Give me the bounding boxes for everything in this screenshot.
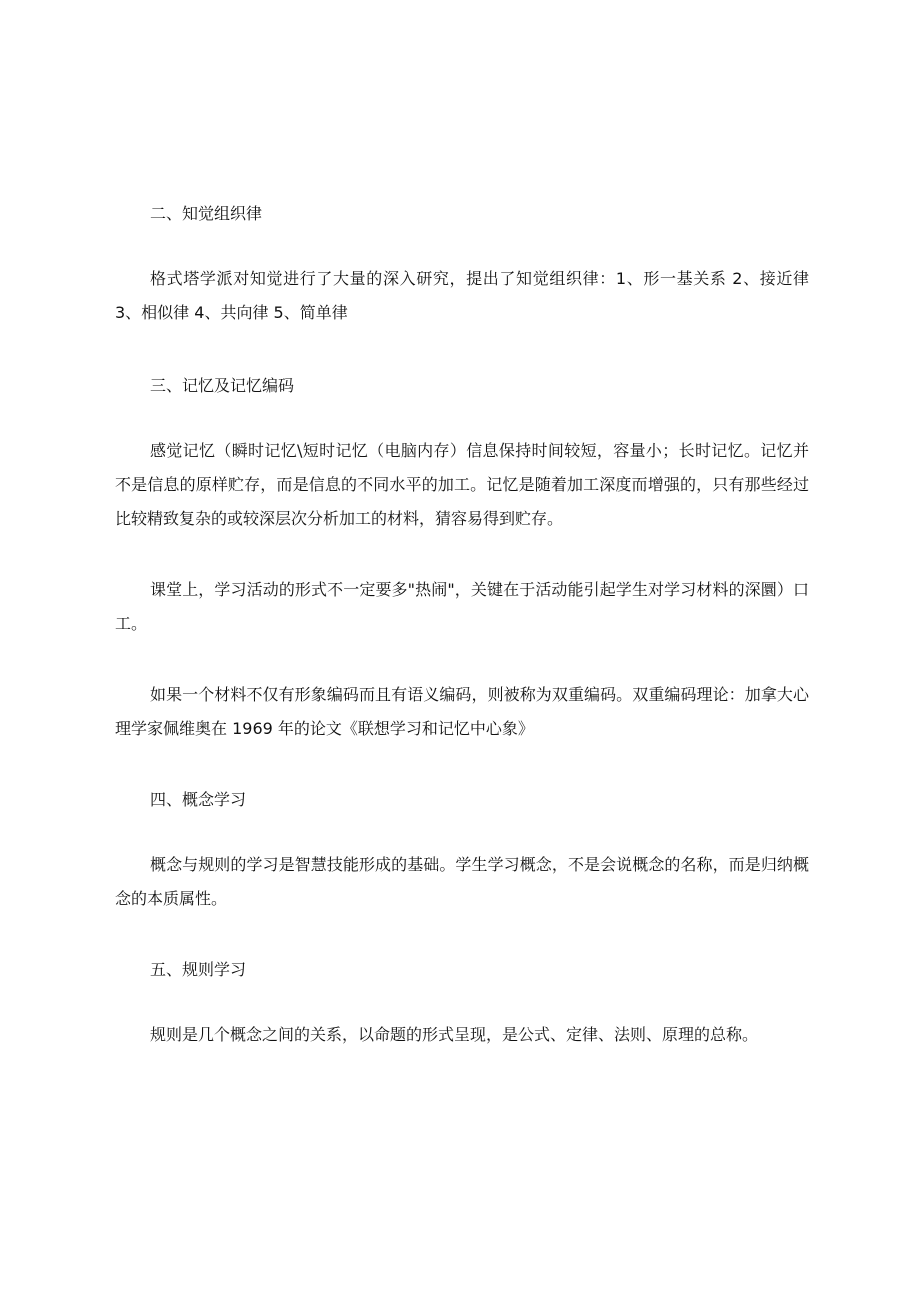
paragraph-classroom-activity: 课堂上，学习活动的形式不一定要多"热闹"，关键在于活动能引起学生对学习材料的深圜）口工。: [115, 580, 809, 633]
paragraph-concept-learning: 概念与规则的学习是智慧技能形成的基础。学生学习概念，不是会说概念的名称，而是归纳概念的本质属性。: [115, 855, 809, 908]
section-heading-rule-learning: 五、规则学习: [150, 960, 247, 979]
paragraph-memory-types: 感觉记忆（瞬时记忆\短时记忆（电脑内存）信息保持时间较短，容量小；长时记忆。记忆并不是信息的原样贮存，而是信息的不同水平的加工。记忆是随着加工深度而增强的，只有那些经过比较精致复杂的或较深层次分析加工的材料，猜容易得到贮存。: [115, 441, 809, 528]
section-heading-perception: 二、知觉组织律: [150, 204, 263, 223]
paragraph-rule-learning: 规则是几个概念之间的关系，以命题的形式呈现，是公式、定律、法则、原理的总称。: [150, 1025, 759, 1044]
section-heading-concept-learning: 四、概念学习: [150, 790, 247, 809]
paragraph-dual-coding: 如果一个材料不仅有形象编码而且有语义编码，则被称为双重编码。双重编码理论：加拿大心理学家佩维奥在 1969 年的论文《联想学习和记忆中心象》: [115, 685, 809, 738]
paragraph-gestalt-laws: 格式塔学派对知觉进行了大量的深入研究，提出了知觉组织律：1、形一基关系 2、接近律 3、相似律 4、共向律 5、简单律: [115, 269, 809, 322]
section-heading-memory: 三、记忆及记忆编码: [150, 376, 295, 395]
